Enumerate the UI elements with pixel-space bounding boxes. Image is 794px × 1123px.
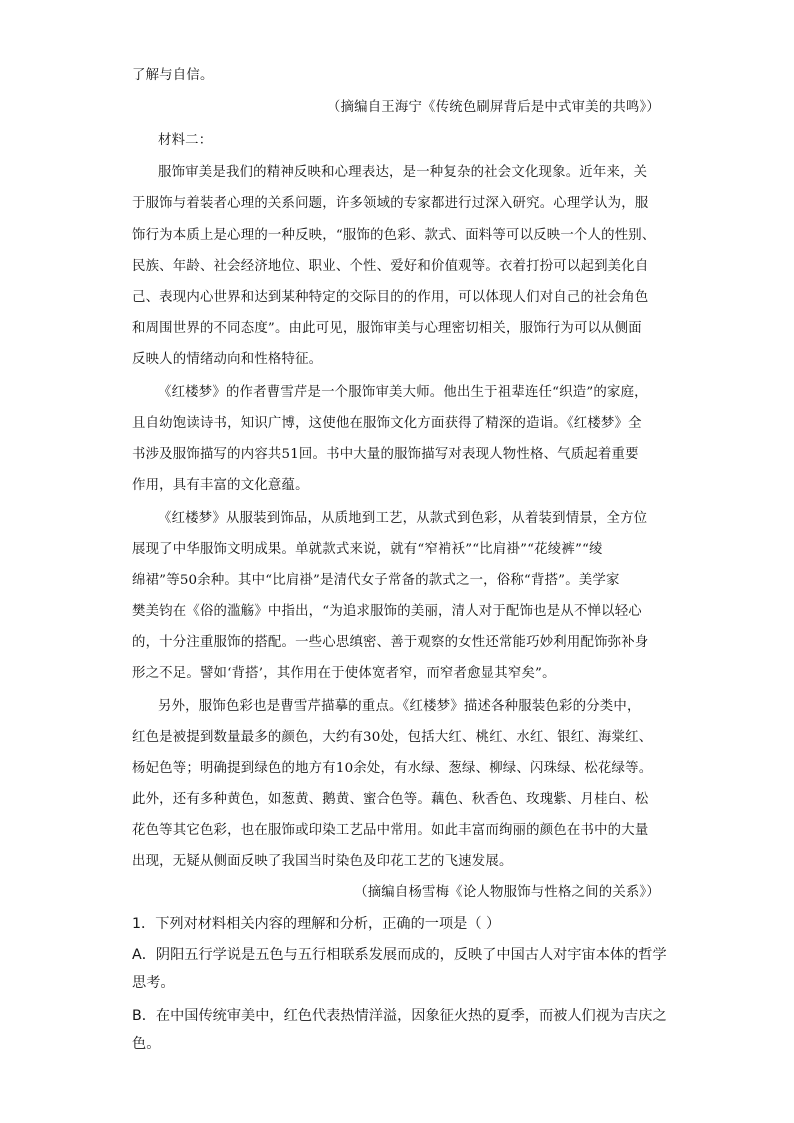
option-b-continued: 色。 — [132, 1036, 161, 1052]
text-line: 形之不足。譬如‘背搭’，其作用在于使体宽者窄，而窄者愈显其窄矣”。 — [132, 666, 556, 681]
text-line: 红色是被提到数量最多的颜色，大约有30处，包括大红、桃红、水红、银红、海棠红、 — [132, 730, 653, 745]
text-line: 展现了中华服饰文明成果。单就款式来说，就有“窄褃袄”“比肩褂”“花绫裤”“绫 — [132, 542, 603, 557]
text-line: 己、表现内心世界和达到某种特定的交际目的的作用，可以体现人们对自己的社会角色 — [132, 290, 649, 305]
text-line: 和周围世界的不同态度”。由此可见，服饰审美与心理密切相关，服饰行为可以从侧面 — [132, 321, 642, 336]
text-line: 花色等其它色彩，也在服饰或印染工艺品中常用。如此丰富而绚丽的颜色在书中的大量 — [132, 823, 649, 838]
text-line: 出现，无疑从侧面反映了我国当时染色及印花工艺的飞速发展。 — [132, 854, 513, 869]
option-b: B．在中国传统审美中，红色代表热情洋溢，因象征火热的夏季，而被人们视为吉庆之 — [132, 1008, 667, 1024]
text-line: 书涉及服饰描写的内容共51回。书中大量的服饰描写对表现人物性格、气质起着重要 — [132, 447, 639, 462]
text-line: 绵裙”等50余种。其中“比肩褂”是清代女子常备的款式之一，俗称“背搭”。美学家 — [132, 573, 620, 588]
question-stem: 1．下列对材料相关内容的理解和分析，正确的一项是（ ） — [132, 916, 501, 932]
text-line: 樊美钧在《俗的滥觞》中指出，“为追求服饰的美丽，清人对于配饰也是从不惮以轻心 — [132, 604, 642, 619]
text-line: 此外，还有多种黄色，如葱黄、鹅黄、蜜合色等。藕色、秋香色、玫瑰紫、月桂白、松 — [132, 792, 649, 807]
text-line: 饰行为本质上是心理的一种反映，“服饰的色彩、款式、面料等可以反映一个人的性别、 — [132, 228, 656, 243]
text-line: 服饰审美是我们的精神反映和心理表达，是一种复杂的社会文化现象。近年来，关 — [158, 165, 648, 180]
text-line: 另外，服饰色彩也是曹雪芹描摹的重点。《红楼梦》描述各种服装色彩的分类中， — [158, 699, 641, 714]
text-line: 《红楼梦》的作者曹雪芹是一个服饰审美大师。他出生于祖辈连任“织造”的家庭， — [158, 385, 648, 400]
text-line: 民族、年龄、社会经济地位、职业、个性、爱好和价值观等。衣着打扮可以起到美化自 — [132, 259, 649, 274]
text-line: 于服饰与着装者心理的关系问题，许多领域的专家都进行过深入研究。心理学认为，服 — [132, 196, 649, 211]
text-line: 反映人的情绪动向和性格特征。 — [132, 352, 323, 367]
section-heading: 材料二： — [158, 133, 213, 148]
source-citation: （摘编自王海宁《传统色刷屏背后是中式审美的共鸣》） — [326, 100, 660, 115]
option-a: A．阴阳五行学说是五色与五行相联系发展而成的，反映了中国古人对宇宙本体的哲学 — [132, 947, 667, 963]
source-citation: （摘编自杨雪梅《论人物服饰与性格之间的关系》） — [354, 885, 660, 900]
text-line: 杨妃色等；明确提到绿色的地方有10余处，有水绿、葱绿、柳绿、闪珠绿、松花绿等。 — [132, 761, 653, 776]
text-line: 了解与自信。 — [132, 68, 214, 83]
text-line: 的，十分注重服饰的搭配。一些心思缜密、善于观察的女性还常能巧妙利用配饰弥补身 — [132, 635, 649, 650]
text-line: 《红楼梦》从服装到饰品，从质地到工艺，从款式到色彩，从着装到情景，全方位 — [158, 511, 648, 526]
option-a-continued: 思考。 — [132, 975, 175, 991]
text-line: 且自幼饱读诗书，知识广博，这使他在服饰文化方面获得了精深的造诣。《红楼梦》全 — [132, 416, 642, 431]
text-line: 作用，具有丰富的文化意蕴。 — [132, 478, 309, 493]
